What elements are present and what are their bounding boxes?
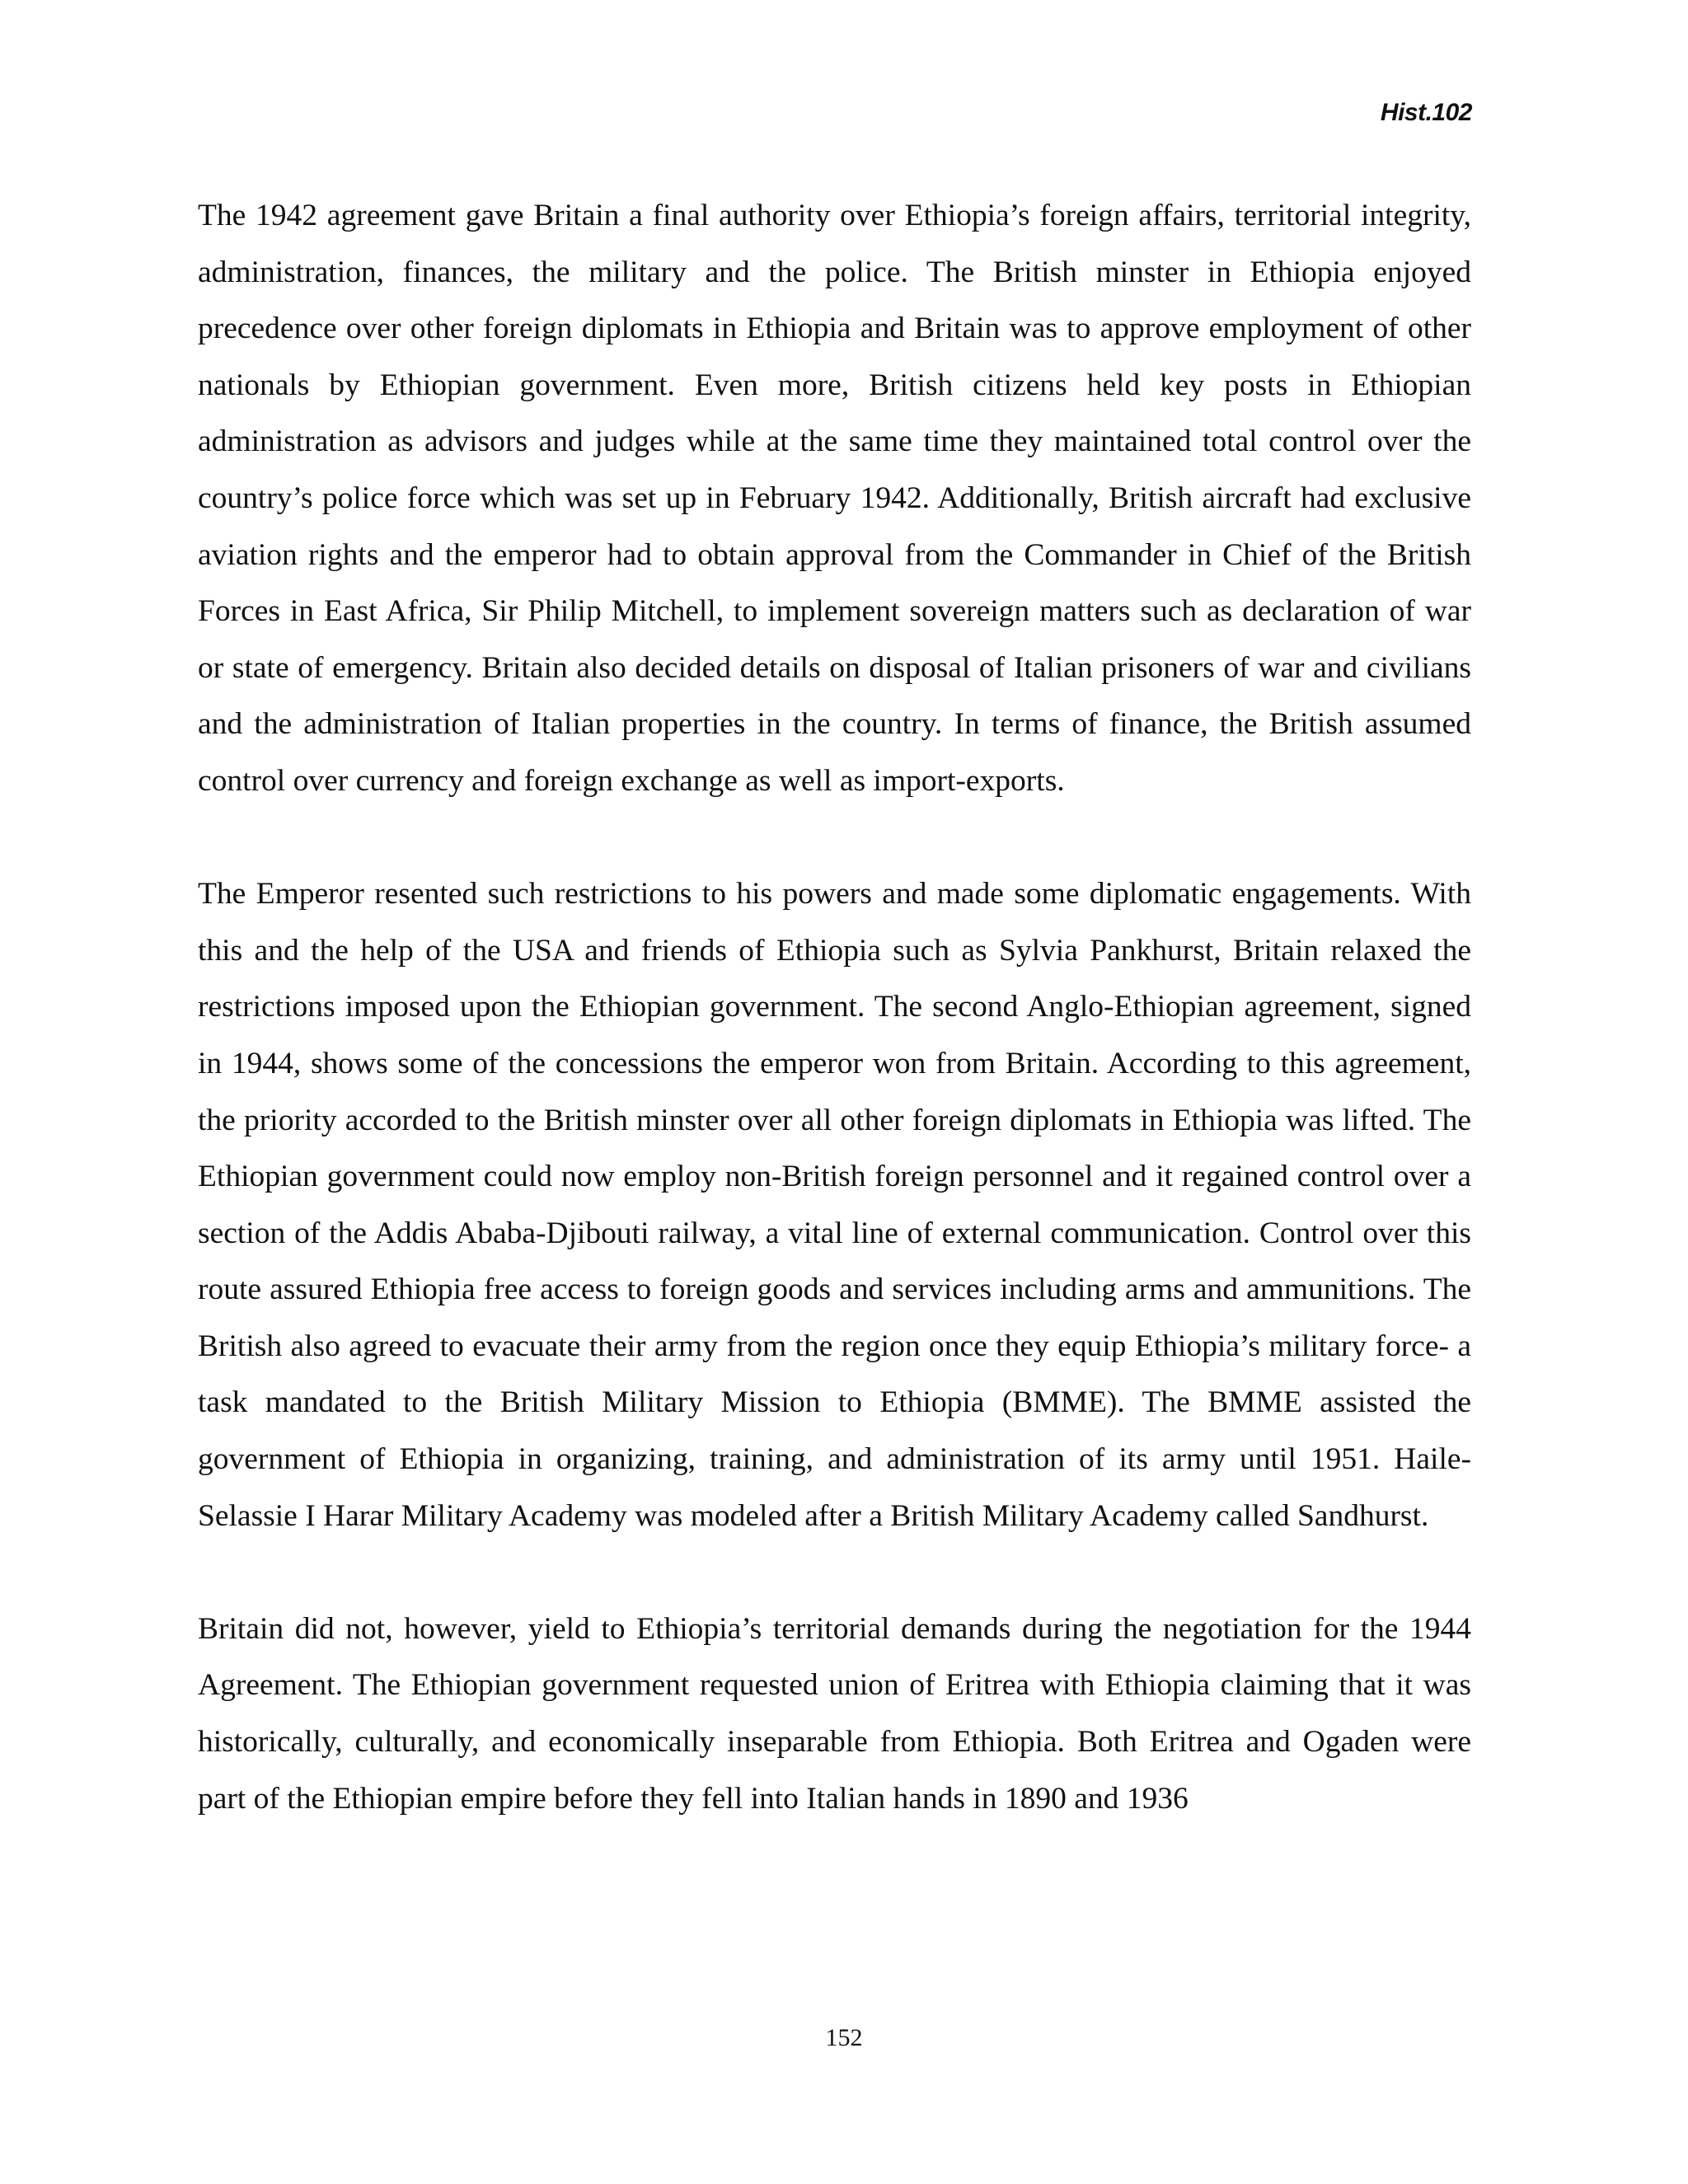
paragraph-1942-agreement: The 1942 agreement gave Britain a final authority over Ethiopia’s foreign affairs, territorial integrity, administration, finances, the military and the police. The British minster in Ethiopia enjoyed precedence over other foreign diplomats in Ethiopia and Britain was to approve employment of other nationals by Ethiopian government. Even more, British citizens held key posts in Ethiopian administration as advisors and judges while at the same time they maintained total control over the country’s police force which was set up in February 1942. Additionally, British aircraft had exclusive aviation rights and the emperor had to obtain approval from the Commander in Chief of the British Forces in East Africa, Sir Philip Mitchell, to implement sovereign matters such as declaration of war or state of emergency. Britain also decided details on disposal of Italian prisoners of war and civilians and the administration of Italian properties in the country. In terms of finance, the British assumed control over currency and foreign exchange as well as import-exports.: [198, 199, 1471, 798]
paragraph-territorial-demands: Britain did not, however, yield to Ethiopia’s territorial demands during the negotiation for the 1944 Agreement. The Ethiopian government requested union of Eritrea with Ethiopia claiming that it was historically, culturally, and economically inseparable from Ethiopia. Both Eritrea and Ogaden were part of the Ethiopian empire before they fell into Italian hands in 1890 and 1936: [198, 1611, 1471, 1816]
page-number: 152: [825, 2024, 863, 2051]
body-text: [198, 188, 1471, 1827]
paragraph-1944-agreement: The Emperor resented such restrictions to his powers and made some diplomatic engagements. With this and the help of the USA and friends of Ethiopia such as Sylvia Pankhurst, Britain relaxed the restrictions imposed upon the Ethiopian government. The second Anglo-Ethiopian agreement, signed in 1944, shows some of the concessions the emperor won from Britain. According to this agreement, the priority accorded to the British minster over all other foreign diplomats in Ethiopia was lifted. The Ethiopian government could now employ non-British foreign personnel and it regained control over a section of the Addis Ababa-Djibouti railway, a vital line of external communication. Control over this route assured Ethiopia free access to foreign goods and services including arms and ammunitions. The British also agreed to evacuate their army from the region once they equip Ethiopia’s military force- a task mandated to the British Military Mission to Ethiopia (BMME). The BMME assisted the government of Ethiopia in organizing, training, and administration of its army until 1951. Haile-Selassie I Harar Military Academy was modeled after a British Military Academy called Sandhurst.: [198, 877, 1471, 1533]
running-header-course-code: Hist.102: [1380, 99, 1472, 126]
